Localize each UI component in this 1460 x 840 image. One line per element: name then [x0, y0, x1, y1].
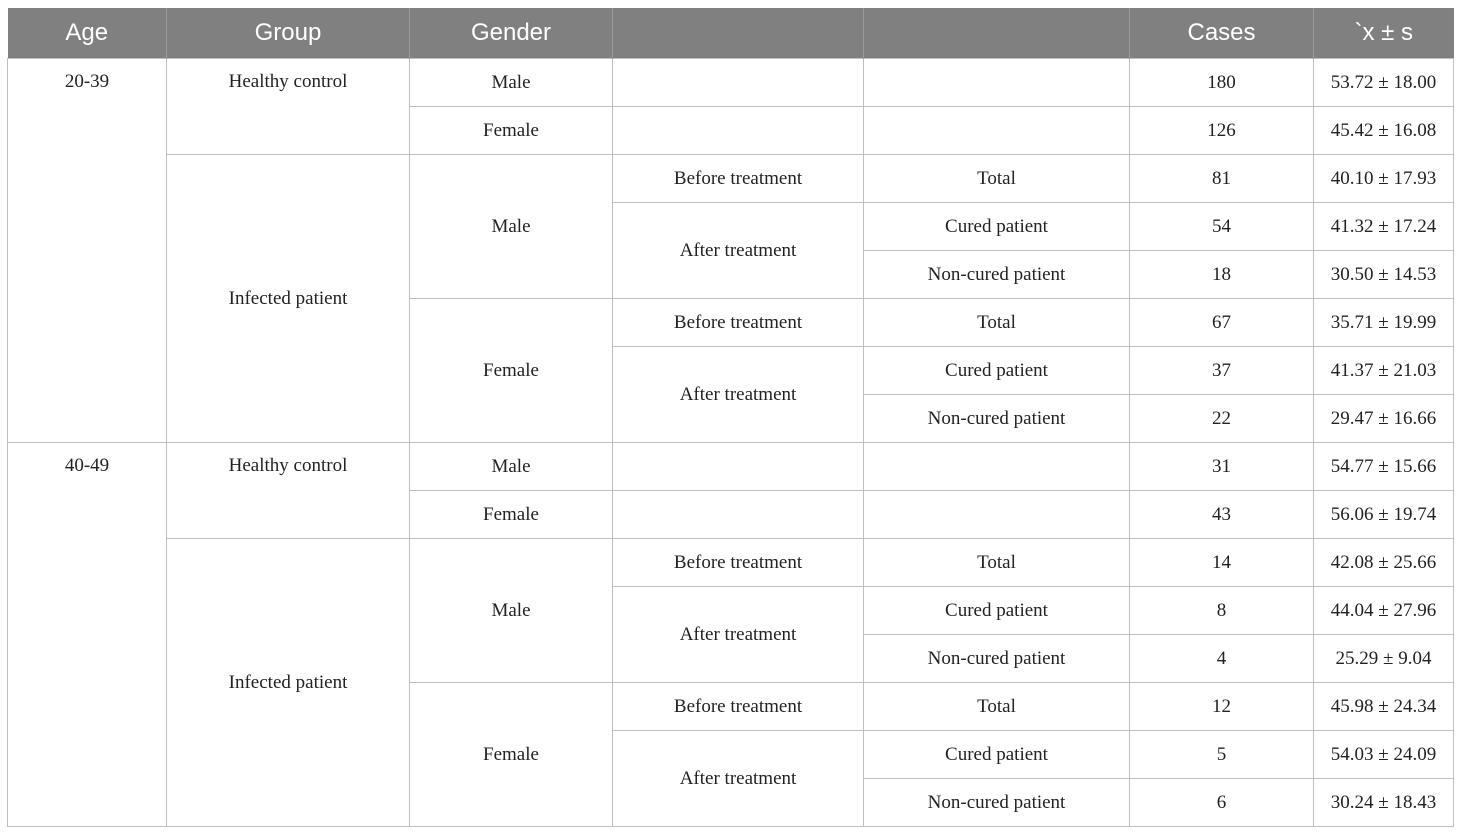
empty-cell — [864, 491, 1130, 539]
empty-cell — [864, 59, 1130, 107]
gender-cell: Male — [410, 539, 613, 683]
group-cell: Healthy control — [167, 59, 410, 155]
treatment-cell: After treatment — [613, 203, 864, 299]
cases-cell: 12 — [1130, 683, 1314, 731]
group-cell: Healthy control — [167, 443, 410, 539]
cases-cell: 5 — [1130, 731, 1314, 779]
cases-cell: 67 — [1130, 299, 1314, 347]
value-cell: 54.03 ± 24.09 — [1314, 731, 1454, 779]
cases-cell: 43 — [1130, 491, 1314, 539]
gender-cell: Male — [410, 155, 613, 299]
treatment-cell: Before treatment — [613, 155, 864, 203]
subgroup-cell: Cured patient — [864, 731, 1130, 779]
value-cell: 35.71 ± 19.99 — [1314, 299, 1454, 347]
empty-cell — [864, 443, 1130, 491]
cases-cell: 18 — [1130, 251, 1314, 299]
subgroup-cell: Cured patient — [864, 347, 1130, 395]
cases-cell: 6 — [1130, 779, 1314, 827]
value-cell: 42.08 ± 25.66 — [1314, 539, 1454, 587]
value-cell: 44.04 ± 27.96 — [1314, 587, 1454, 635]
gender-cell: Female — [410, 107, 613, 155]
treatment-cell: After treatment — [613, 347, 864, 443]
treatment-cell: Before treatment — [613, 683, 864, 731]
cases-cell: 14 — [1130, 539, 1314, 587]
gender-cell: Female — [410, 683, 613, 827]
cases-cell: 126 — [1130, 107, 1314, 155]
empty-cell — [864, 107, 1130, 155]
value-cell: 29.47 ± 16.66 — [1314, 395, 1454, 443]
age-cell: 40-49 — [8, 443, 167, 827]
cases-cell: 180 — [1130, 59, 1314, 107]
header-blank-2 — [864, 8, 1130, 59]
subgroup-cell: Total — [864, 155, 1130, 203]
subgroup-cell: Non-cured patient — [864, 251, 1130, 299]
subgroup-cell: Total — [864, 299, 1130, 347]
header-blank-1 — [613, 8, 864, 59]
cases-cell: 37 — [1130, 347, 1314, 395]
cases-cell: 81 — [1130, 155, 1314, 203]
subgroup-cell: Cured patient — [864, 587, 1130, 635]
empty-cell — [613, 443, 864, 491]
cases-cell: 31 — [1130, 443, 1314, 491]
subgroup-cell: Non-cured patient — [864, 635, 1130, 683]
table-row — [8, 443, 1454, 491]
table-row — [8, 155, 1454, 203]
value-cell: 30.24 ± 18.43 — [1314, 779, 1454, 827]
empty-cell — [613, 59, 864, 107]
subgroup-cell: Non-cured patient — [864, 779, 1130, 827]
group-cell: Infected patient — [167, 155, 410, 443]
gender-cell: Female — [410, 491, 613, 539]
subgroup-cell: Non-cured patient — [864, 395, 1130, 443]
value-cell: 53.72 ± 18.00 — [1314, 59, 1454, 107]
value-cell: 40.10 ± 17.93 — [1314, 155, 1454, 203]
treatment-cell: Before treatment — [613, 539, 864, 587]
cases-cell: 4 — [1130, 635, 1314, 683]
gender-cell: Female — [410, 299, 613, 443]
value-cell: 41.37 ± 21.03 — [1314, 347, 1454, 395]
gender-cell: Male — [410, 443, 613, 491]
treatment-cell: After treatment — [613, 731, 864, 827]
cases-cell: 8 — [1130, 587, 1314, 635]
cases-cell: 54 — [1130, 203, 1314, 251]
value-cell: 45.42 ± 16.08 — [1314, 107, 1454, 155]
cases-cell: 22 — [1130, 395, 1314, 443]
treatment-cell: After treatment — [613, 587, 864, 683]
header-gender: Gender — [410, 8, 613, 59]
header-row — [8, 8, 1454, 59]
header-age: Age — [8, 8, 167, 59]
subgroup-cell: Total — [864, 683, 1130, 731]
value-cell: 54.77 ± 15.66 — [1314, 443, 1454, 491]
value-cell: 25.29 ± 9.04 — [1314, 635, 1454, 683]
value-cell: 56.06 ± 19.74 — [1314, 491, 1454, 539]
age-cell: 20-39 — [8, 59, 167, 443]
value-cell: 30.50 ± 14.53 — [1314, 251, 1454, 299]
group-cell: Infected patient — [167, 539, 410, 827]
subgroup-cell: Total — [864, 539, 1130, 587]
table-row — [8, 59, 1454, 107]
data-table — [7, 8, 1454, 827]
subgroup-cell: Cured patient — [864, 203, 1130, 251]
empty-cell — [613, 491, 864, 539]
table-row — [8, 539, 1454, 587]
header-mean-sd: `x ± s — [1314, 8, 1454, 59]
empty-cell — [613, 107, 864, 155]
treatment-cell: Before treatment — [613, 299, 864, 347]
value-cell: 41.32 ± 17.24 — [1314, 203, 1454, 251]
value-cell: 45.98 ± 24.34 — [1314, 683, 1454, 731]
header-cases: Cases — [1130, 8, 1314, 59]
header-group: Group — [167, 8, 410, 59]
gender-cell: Male — [410, 59, 613, 107]
